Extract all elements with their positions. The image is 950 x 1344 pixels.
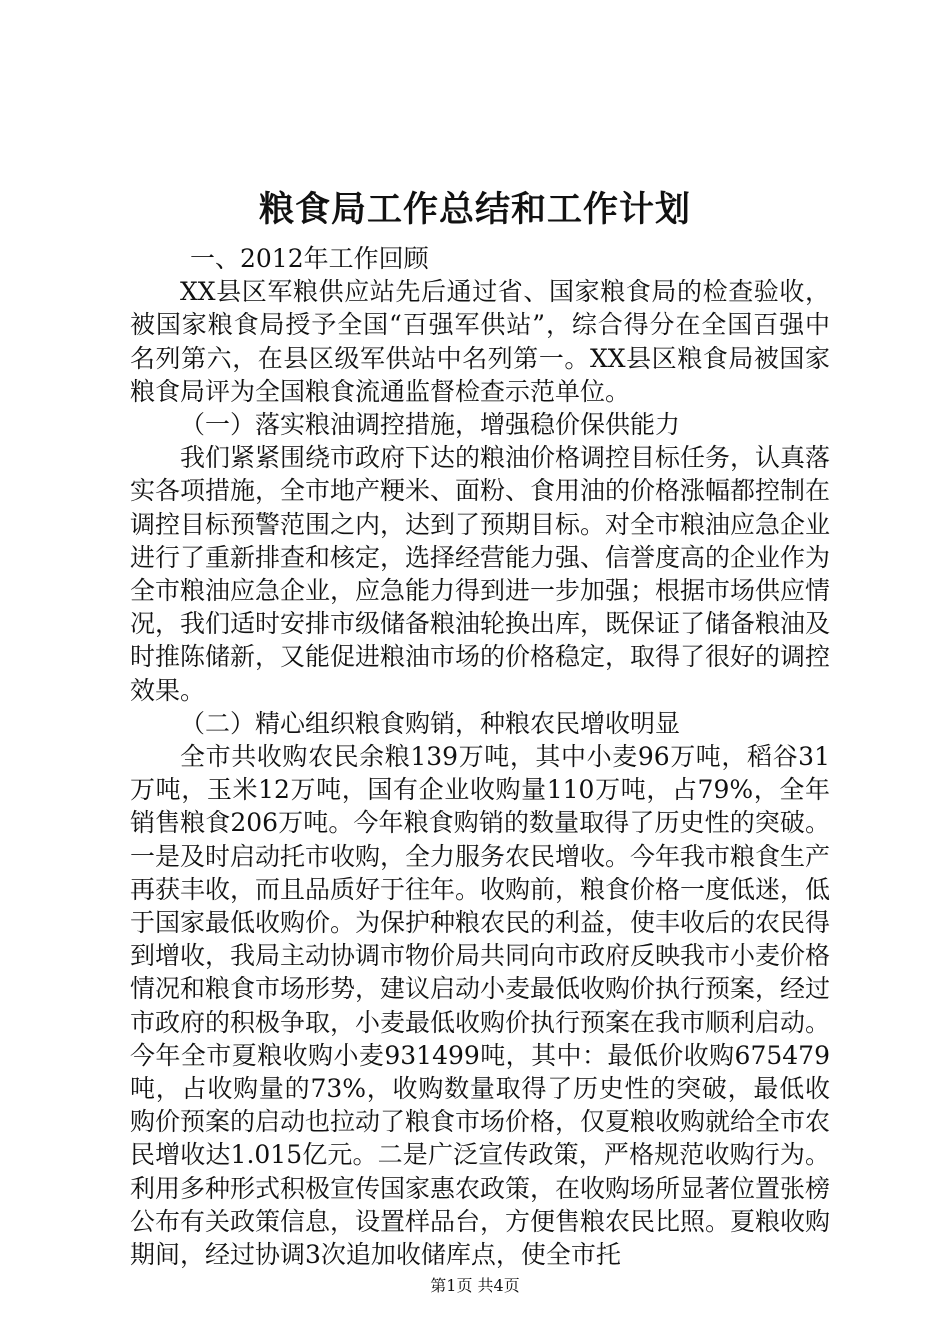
- paragraph-grain-purchase: 全市共收购农民余粮139万吨，其中小麦96万吨，稻谷31万吨，玉米12万吨，国有企业收购量110万吨，占79%，全年销售粮食206万吨。今年粮食购销的数量取得了历史性的突破。一是及时启动托市收购，全力服务农民增收。今年我市粮食生产再获丰收，而且品质好于往年。收购前，粮食价格一度低迷，低于国家最低收购价。为保护种粮农民的利益，使丰收后的农民得到增收，我局主动协调市物价局共同向市政府反映我市小麦价格情况和粮食市场形势，建议启动小麦最低收购价执行预案，经过市政府的积极争取，小麦最低收购价执行预案在我市顺利启动。今年全市夏粮收购小麦931499吨，其中：最低价收购675479吨，占收购量的73%，收购数量取得了历史性的突破，最低收购价预案的启动也拉动了粮食市场价格，仅夏粮收购就给全市农民增收达1.015亿元。二是广泛宣传政策，严格规范收购行为。利用多种形式积极宣传国家惠农政策，在收购场所显著位置张榜公布有关政策信息，设置样品台，方便售粮农民比照。夏粮收购期间，经过协调3次追加收储库点，使全市托: [130, 742, 831, 1270]
- paragraph-price-control: 我们紧紧围绕市政府下达的粮油价格调控目标任务，认真落实各项措施，全市地产粳米、面粉、食用油的价格涨幅都控制在调控目标预警范围之内，达到了预期目标。对全市粮油应急企业进行了重新排查和核定，选择经营能力强、信誉度高的企业作为全市粮油应急企业，应急能力得到进一步加强；根据市场供应情况，我们适时安排市级储备粮油轮换出库，既保证了储备粮油及时推陈储新，又能促进粮油市场的价格稳定，取得了很好的调控效果。: [130, 443, 831, 705]
- document-title: 粮食局工作总结和工作计划: [258, 189, 691, 230]
- section-heading-review: 一、2012年工作回顾: [190, 244, 429, 273]
- subheading-price-control: （一）落实粮油调控措施，增强稳价保供能力: [180, 410, 681, 440]
- paragraph-intro: XX县区军粮供应站先后通过省、国家粮食局的检查验收，被国家粮食局授予全国“百强军供站”，综合得分在全国百强中名列第六，在县区级军供站中名列第一。XX县区粮食局被国家粮食局评为全国粮食流通监督检查示范单位。: [130, 277, 830, 406]
- page-footer: 第1页 共4页: [430, 1276, 520, 1295]
- document-body: [130, 242, 830, 1271]
- subheading-grain-purchase: （二）精心组织粮食购销，种粮农民增收明显: [180, 708, 681, 738]
